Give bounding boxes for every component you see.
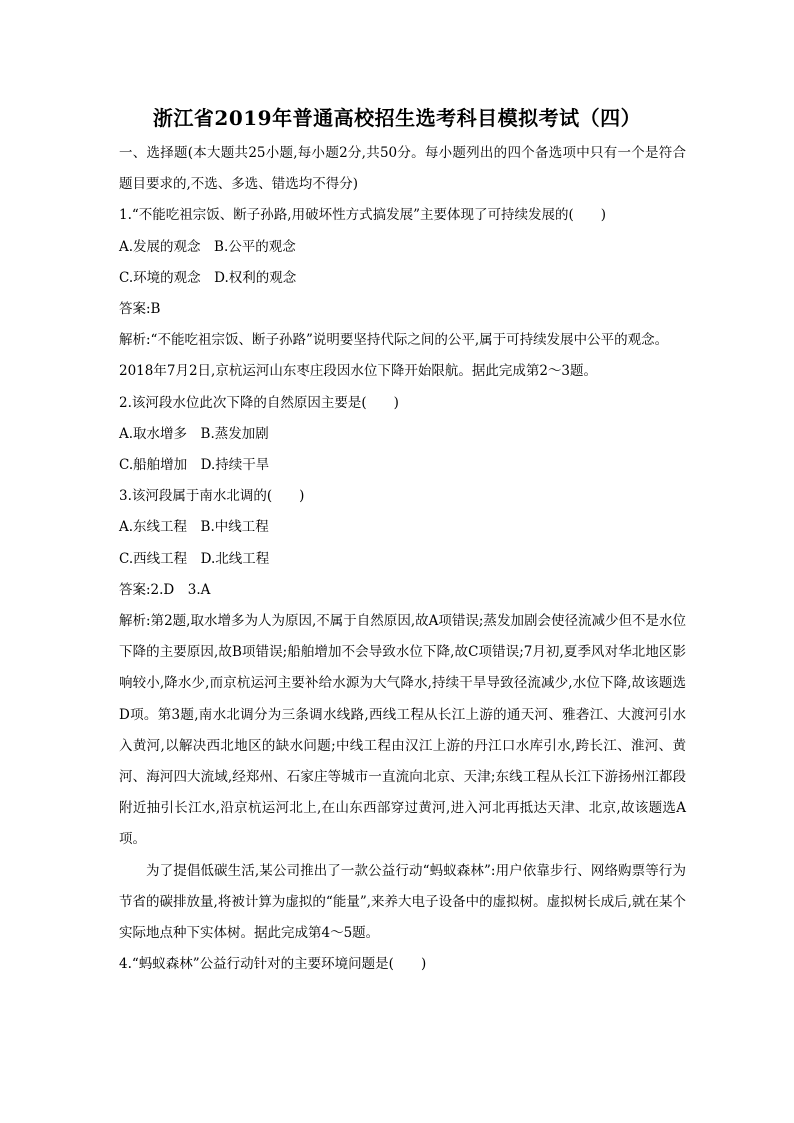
- question-1-analysis: 解析:“不能吃祖宗饭、断子孙路”说明要坚持代际之间的公平,属于可持续发展中公平的观念。: [119, 332, 669, 349]
- analysis-2-3: 解析:第2题,取水增多为人为原因,不属于自然原因,故A项错误;蒸发加剧会使径流减少但不是水位下降的主要原因,故B项错误;船舶增加不会导致水位下降,故C项错误;7月初,夏季风对华北地区影响较小,降水少,而京杭运河主要补给水源为大气降水,持续干旱导致径流减少,水位下降,故该题选D项。第3题,南水北调分为三条调水线路,西线工程从长江上游的通天河、雅砻江、大渡河引水入黄河,以解决西北地区的缺水问题;中线工程由汉江上游的丹江口水库引水,跨长江、淮河、黄河、海河四大流域,经郑州、石家庄等城市一直流向北京、天津;东线工程从长江下游扬州江都段附近抽引长江水,沿京杭运河北上,在山东西部穿过黄河,进入河北再抵达天津、北京,故该题选A项。: [119, 613, 686, 848]
- answer-2-3: 答案:2.D 3.A: [119, 581, 211, 598]
- passage-4-5: 为了提倡低碳生活,某公司推出了一款公益行动“蚂蚁森林”:用户依靠步行、网络购票等行为节省的碳排放量,将被计算为虚拟的“能量”,来养大电子设备中的虚拟树。虚拟树长成后,就在某个实际地点种下实体树。据此完成第4～5题。: [119, 862, 686, 942]
- question-1-options-ab: A.发展的观念 B.公平的观念: [119, 238, 296, 255]
- question-4-stem: 4.“蚂蚁森林”公益行动针对的主要环境问题是( ): [119, 956, 427, 973]
- passage-2-3: 2018年7月2日,京杭运河山东枣庄段因水位下降开始限航。据此完成第2～3题。: [119, 363, 598, 380]
- question-2-options-ab: A.取水增多 B.蒸发加剧: [119, 425, 269, 442]
- question-3-stem: 3.该河段属于南水北调的( ): [119, 488, 305, 505]
- question-1-stem: 1.“不能吃祖宗饭、断子孙路,用破坏性方式搞发展”主要体现了可持续发展的( ): [119, 207, 607, 224]
- question-1-answer: 答案:B: [119, 301, 161, 318]
- question-1-options-cd: C.环境的观念 D.权利的观念: [119, 269, 297, 286]
- question-3-options-ab: A.东线工程 B.中线工程: [119, 519, 269, 536]
- document-body: [119, 138, 686, 980]
- section-intro: 一、选择题(本大题共25小题,每小题2分,共50分。每小题列出的四个备选项中只有一个是符合题目要求的,不选、多选、错选均不得分): [119, 145, 686, 193]
- question-2-options-cd: C.船舶增加 D.持续干旱: [119, 457, 270, 474]
- page-title: 浙江省2019年普通高校招生选考科目模拟考试（四）: [152, 106, 642, 130]
- question-2-stem: 2.该河段水位此次下降的自然原因主要是( ): [119, 394, 399, 411]
- question-3-options-cd: C.西线工程 D.北线工程: [119, 550, 270, 567]
